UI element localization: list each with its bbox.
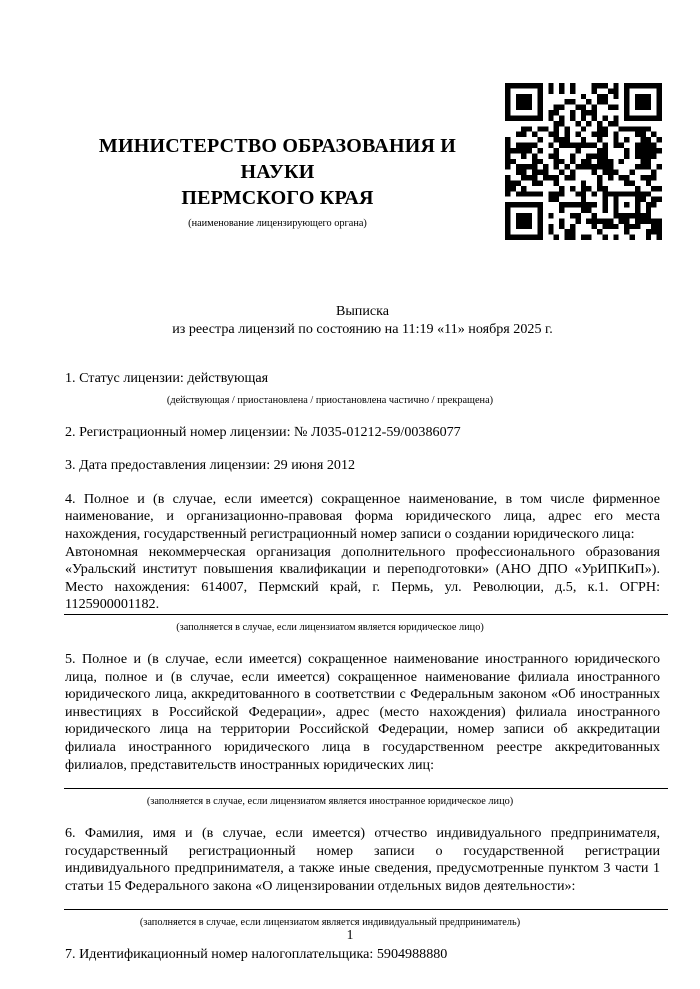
list-item	[65, 946, 660, 964]
document-header	[65, 83, 662, 243]
org-name-line1: МИНИСТЕРСТВО ОБРАЗОВАНИЯ И НАУКИ	[98, 135, 457, 183]
item-caption: (действующая / приостановлена / приостановлена частично / прекращена)	[166, 394, 494, 406]
org-name-caption: (наименование лицензирующего органа)	[188, 218, 367, 229]
document-title	[65, 302, 660, 338]
item-caption-wrap	[65, 390, 595, 408]
item-caption-wrap	[65, 617, 595, 635]
list-item	[65, 825, 660, 930]
list-item	[65, 491, 660, 635]
item-caption: (заполняется в случае, если лицензиатом является иностранное юридическое лицо)	[146, 796, 514, 808]
item-text: 5. Полное и (в случае, если имеется) сокращенное наименование иностранного юридического лица, полное и (в случае, если имеется) сокращенное наименование филиала иностранного юридического лица, аккредитованного в соответствии с Федеральным законом «Об иностранных инвестициях в Российской Федерации», адрес (место нахождения) филиала иностранного юридического лица на территории Российской Федерации, номер записи об аккредитации филиала иностранного юридического лица в государственном реестре аккредитованных филиалов, представительств иностранных юридических лиц:	[65, 650, 660, 773]
document-body	[65, 302, 660, 980]
item-text: 1. Статус лицензии: действующая	[65, 370, 269, 386]
qr-code-icon	[505, 83, 662, 240]
licensing-authority-block	[65, 133, 490, 230]
item-text: 3. Дата предоставления лицензии: 29 июня 2012	[65, 457, 356, 474]
blank-answer-line	[65, 774, 660, 788]
item-text: 2. Регистрационный номер лицензии: № Л035-01212-59/00386077	[65, 423, 461, 440]
title-line2: из реестра лицензий по состоянию на 11:19 «11» ноября 2025 г.	[172, 321, 553, 337]
item-value: Автономная некоммерческая организация дополнительного профессионального образования «Уральский институт повышения квалификации и переподготовки» (АНО ДПО «УрИПКиП»). Место нахождения: 614007, Пермский край, г. Пермь, ул. Революции, д.5, к.1. ОГРН: 1125900001182.	[65, 543, 660, 613]
page-number: 1	[346, 927, 354, 942]
list-item	[65, 457, 660, 475]
item-text: 4. Полное и (в случае, если имеется) сокращенное наименование, в том числе фирменное наименование, и организационно-правовая форма юридического лица, адрес его места нахождения, государственный регистрационный номер записи о создании юридического лица:	[65, 490, 660, 542]
fill-in-rule	[64, 614, 668, 615]
item-caption: (заполняется в случае, если лицензиатом является индивидуальный предприниматель)	[139, 917, 521, 929]
org-name-line2: ПЕРМСКОГО КРАЯ	[181, 187, 374, 209]
items-list	[65, 370, 660, 964]
item-caption-wrap	[65, 791, 595, 809]
list-item	[65, 651, 660, 809]
item-text: 6. Фамилия, имя и (в случае, если имеется) отчество индивидуального предпринимателя, государственный регистрационный номер записи о государственной регистрации индивидуального предпринимателя, а также иные сведения, предусмотренные пунктом 3 части 1 статьи 15 Федерального закона «О лицензировании отдельных видов деятельности»:	[65, 825, 660, 894]
title-line1: Выписка	[335, 303, 390, 319]
blank-answer-line	[65, 895, 660, 909]
item-caption: (заполняется в случае, если лицензиатом является юридическое лицо)	[176, 621, 484, 633]
fill-in-rule	[64, 909, 668, 910]
list-item	[65, 370, 660, 408]
item-text: 7. Идентификационный номер налогоплательщика: 5904988880	[65, 946, 448, 963]
list-item	[65, 424, 660, 442]
fill-in-rule	[64, 788, 668, 789]
